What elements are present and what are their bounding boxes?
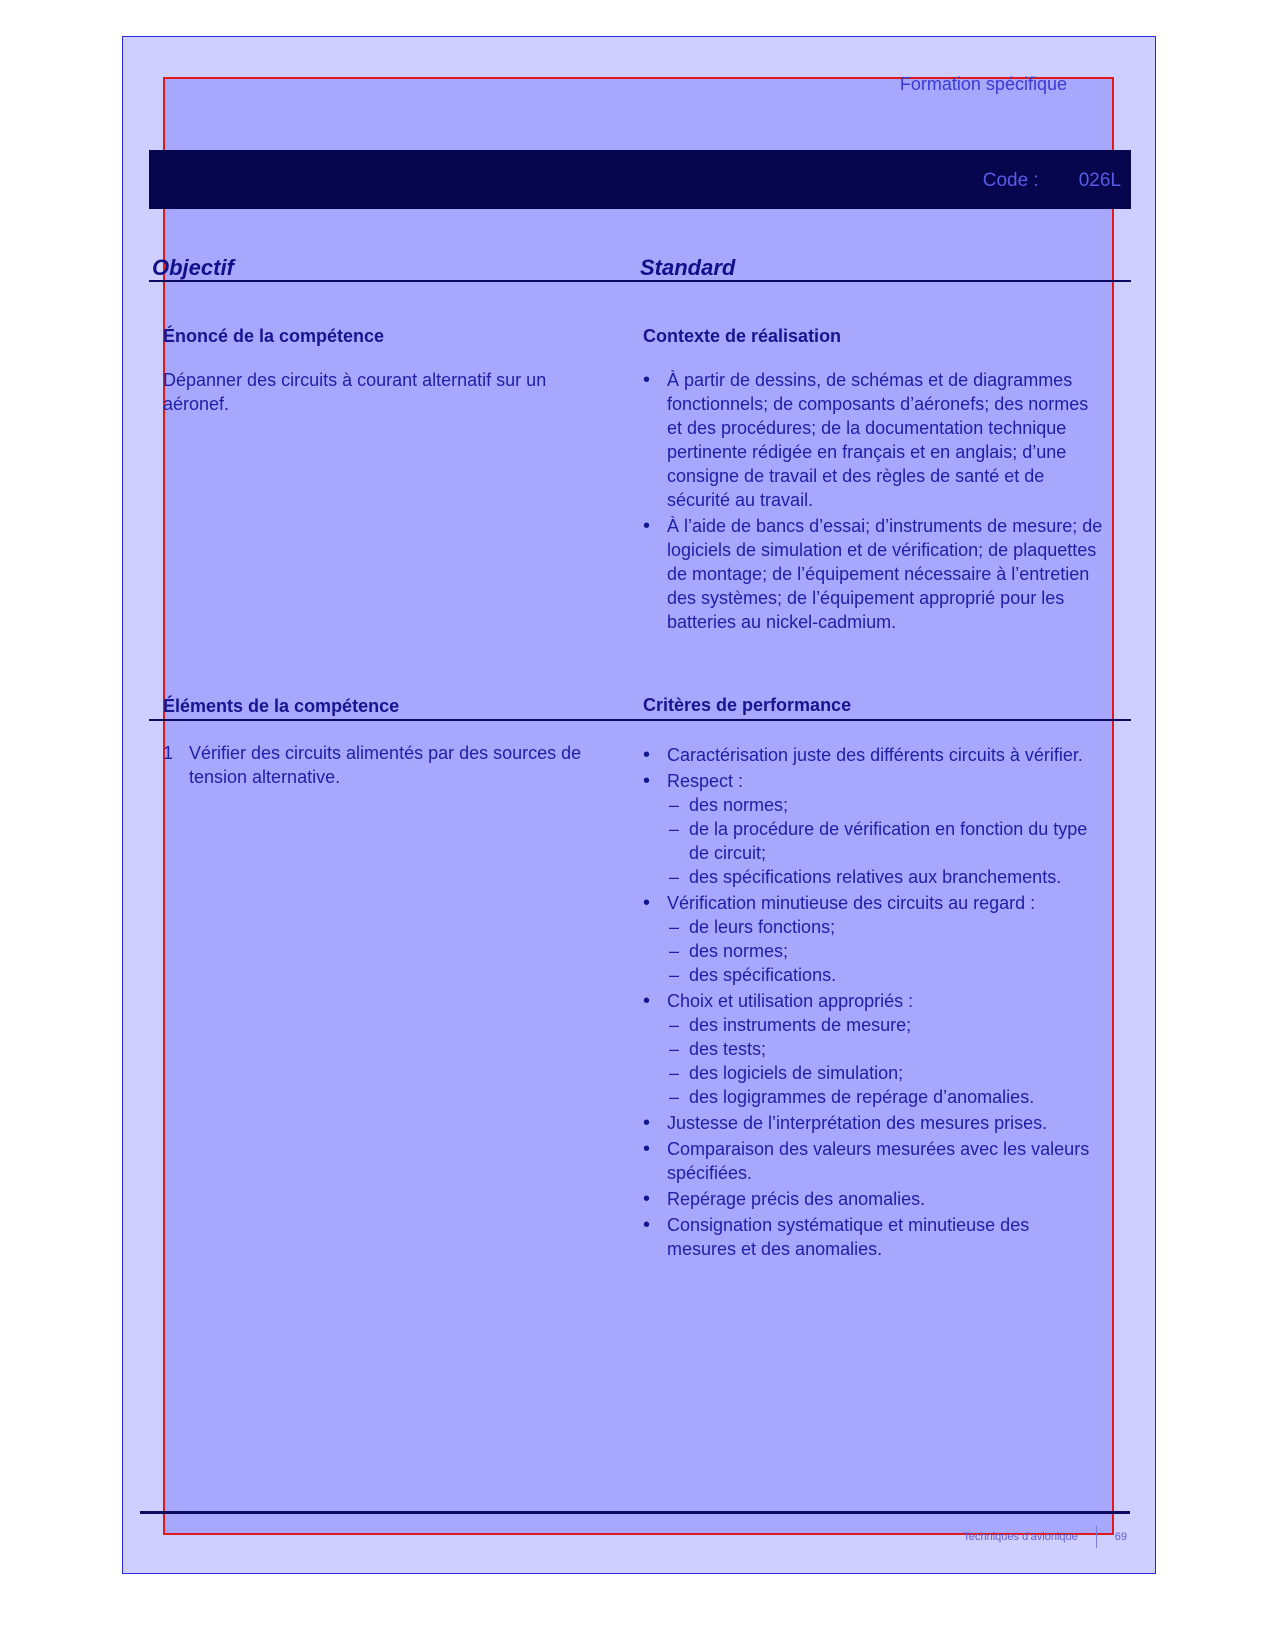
contexte-list: [643, 368, 1103, 636]
top-label: Formation spécifique: [899, 74, 1067, 94]
critere-subitem: – des spécifications relatives aux branchements.: [667, 865, 1103, 889]
elements-title: Éléments de la compétence: [163, 696, 400, 716]
critere-text: Caractérisation juste des différents circuits à vérifier.: [667, 745, 1083, 765]
standard-heading: Standard: [640, 255, 736, 280]
objectif-heading: Objectif: [152, 255, 234, 280]
critere-text: Comparaison des valeurs mesurées avec les valeurs spécifiées.: [667, 1139, 1090, 1183]
critere-text: Choix et utilisation appropriés :: [667, 991, 914, 1011]
enonce-text: Dépanner des circuits à courant alternatif sur un aéronef.: [163, 370, 547, 414]
critere-item: [643, 1137, 1103, 1185]
critere-item: [643, 743, 1103, 767]
footer-separator: [1096, 1526, 1097, 1548]
footer-page-number: 69: [1114, 1531, 1127, 1543]
criteres-title: Critères de performance: [643, 695, 852, 715]
code-banner: [149, 150, 1131, 209]
critere-text: Vérification minutieuse des circuits au regard :: [667, 893, 1036, 913]
code-label: Code :: [982, 170, 1039, 191]
critere-subitem: – des normes;: [667, 939, 1103, 963]
code-group: [983, 170, 1121, 192]
footer-rule: [140, 1511, 1130, 1514]
critere-subitem: – des spécifications.: [667, 963, 1103, 987]
element-number: 1: [163, 743, 174, 763]
critere-subitem: – de leurs fonctions;: [667, 915, 1103, 939]
contexte-item: • À l’aide de bancs d’essai; d’instruments de mesure; de logiciels de simulation et de vérification; de plaquettes de montage; de l’équipement nécessaire à l’entretien des systèmes; de l’équipement approprié pour les batteries au nickel-cadmium.: [643, 514, 1103, 634]
element-item: [163, 741, 608, 789]
section-rule: [149, 280, 1131, 282]
critere-text: Consignation systématique et minutieuse des mesures et des anomalies.: [667, 1215, 1030, 1259]
critere-subitem: – des instruments de mesure;: [667, 1013, 1103, 1037]
footer-program: Techniques d’avionique: [963, 1531, 1078, 1543]
contexte-item: • À partir de dessins, de schémas et de diagrammes fonctionnels; de composants d’aéronefs; des normes et des procédures; de la documentation technique pertinente rédigée en français et en anglais; d’une consigne de travail et des règles de santé et de sécurité au travail.: [643, 368, 1103, 512]
page-footer: [963, 1526, 1127, 1548]
critere-subitem: – des logigrammes de repérage d’anomalies.: [667, 1085, 1103, 1109]
critere-subitem: – de la procédure de vérification en fonction du type de circuit;: [667, 817, 1103, 865]
elements-rule: [149, 719, 1131, 721]
code-value: 026L: [1078, 170, 1121, 191]
elements-list: [163, 741, 608, 789]
critere-item: [643, 769, 1103, 889]
criteres-list: [643, 743, 1103, 1263]
critere-item: [643, 891, 1103, 987]
critere-text: Respect :: [667, 771, 744, 791]
critere-item: [643, 989, 1103, 1109]
critere-item: [643, 1187, 1103, 1211]
element-text: Vérifier des circuits alimentés par des sources de tension alternative.: [189, 743, 582, 787]
critere-subitem: – des logiciels de simulation;: [667, 1061, 1103, 1085]
enonce-title: Énoncé de la compétence: [163, 326, 385, 346]
contexte-title: Contexte de réalisation: [643, 326, 842, 346]
critere-subitem: – des normes;: [667, 793, 1103, 817]
critere-item: [643, 1111, 1103, 1135]
critere-text: Justesse de l’interprétation des mesures prises.: [667, 1113, 1048, 1133]
critere-item: [643, 1213, 1103, 1261]
critere-text: Repérage précis des anomalies.: [667, 1189, 926, 1209]
critere-subitem: – des tests;: [667, 1037, 1103, 1061]
